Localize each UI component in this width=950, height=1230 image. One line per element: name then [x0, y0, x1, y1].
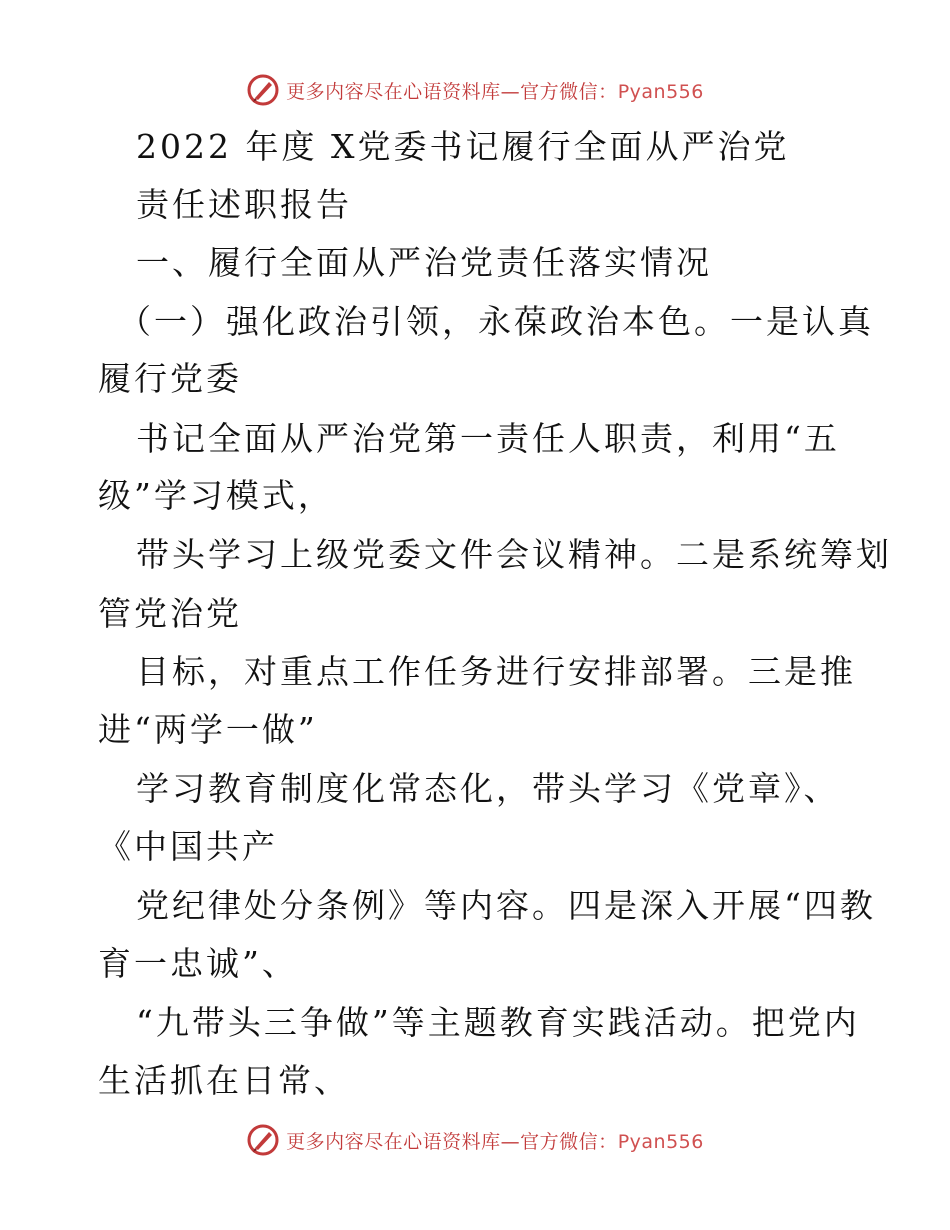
body-line: 生活抓在日常、: [98, 1061, 350, 1100]
body-line: 管党治党: [98, 594, 242, 633]
watermark-banner-bottom: [0, 1118, 950, 1162]
body-line: 书记全面从严治党第一责任人职责，利用“五: [136, 419, 840, 458]
pen-logo-icon: [246, 1123, 280, 1157]
watermark-text: 更多内容尽在心语资料库—官方微信：Pyan556: [286, 1130, 704, 1153]
section-heading: 一、履行全面从严治党责任落实情况: [136, 243, 712, 282]
body-line: 学习教育制度化常态化，带头学习《党章》、: [136, 769, 840, 808]
body-line: 目标，对重点工作任务进行安排部署。三是推: [136, 652, 856, 691]
body-line: 党纪律处分条例》等内容。四是深入开展“四教: [136, 886, 876, 925]
body-line: 《中国共产: [98, 827, 278, 866]
document-title-line-2: 责任述职报告: [136, 185, 352, 224]
body-line: （一）强化政治引领，永葆政治本色。一是认真: [118, 302, 874, 341]
body-line: 育一忠诚”、: [98, 944, 298, 983]
body-line: 级”学习模式，: [98, 476, 334, 515]
watermark-banner-top: [0, 68, 950, 112]
watermark-text: 更多内容尽在心语资料库—官方微信：Pyan556: [286, 80, 704, 103]
body-line: 履行党委: [98, 359, 242, 398]
pen-logo-icon: [246, 73, 280, 107]
document-title-line-1: 2022 年度 X党委书记履行全面从严治党: [136, 127, 790, 166]
body-line: “九带头三争做”等主题教育实践活动。把党内: [136, 1003, 860, 1042]
body-line: 进“两学一做”: [98, 710, 318, 749]
body-line: 带头学习上级党委文件会议精神。二是系统筹划: [136, 535, 892, 574]
